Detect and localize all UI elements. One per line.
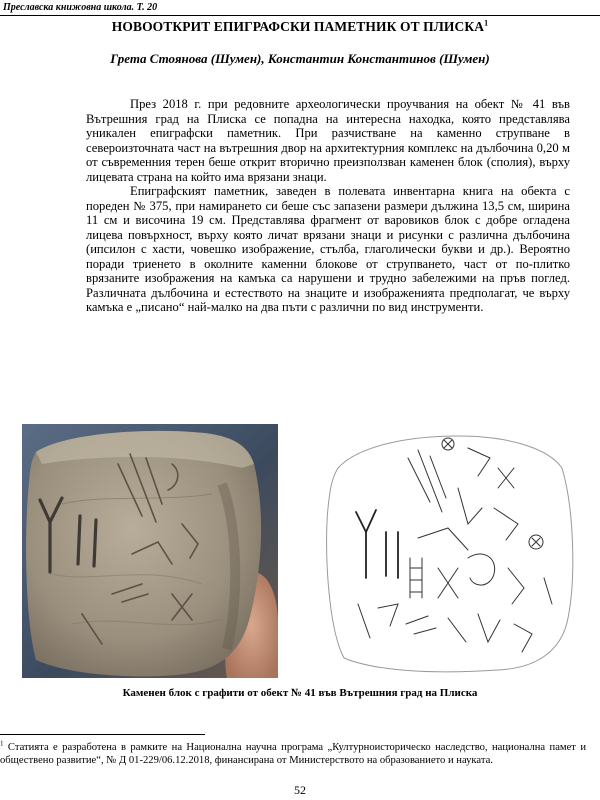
footnote [0, 741, 586, 767]
page-number: 52 [294, 783, 306, 797]
header-rule [0, 15, 600, 16]
graffiti-drawing [318, 428, 582, 674]
title-footnote-mark[interactable]: 1 [484, 18, 489, 28]
footnote-mark: 1 [0, 739, 4, 748]
article-body [86, 97, 570, 315]
paragraph-1: През 2018 г. при редовните археологически проучвания на обект № 41 във Вътрешния град на Плиска се попадна на интересна находка, която представлява уникален епиграфски паметник. При разчистване на каменно струпване в североизточната част на вътрешния двор на архитектурния комплекс на дълбочина 0,20 м от съвременния терен беше открит вторично преизползван каменен блок (сполия), върху лицевата страна на който има врязани знаци. [86, 97, 570, 184]
article-title-text: НОВООТКРИТ ЕПИГРАФСКИ ПАМЕТНИК ОТ ПЛИСКА [111, 19, 485, 34]
article-title [0, 19, 600, 35]
footnote-text: Статията е разработена в рамките на Национална научна програма „Културноисторическо наследство, национална памет и обществено развитие“, № Д 01-229/06.12.2018, финансирана от Министерството на образованието и науката. [0, 742, 586, 766]
footnote-rule [0, 734, 205, 735]
figure-caption: Каменен блок с графити от обект № 41 във Вътрешния град на Плиска [122, 687, 478, 699]
running-header: Преславска книжовна школа. Т. 20 [3, 2, 158, 13]
article-authors: Грета Стоянова (Шумен), Константин Константинов (Шумен) [110, 51, 490, 66]
stone-photo [22, 424, 278, 678]
paragraph-2: Епиграфският паметник, заведен в полевата инвентарна книга на обекта с пореден № 375, при намирането си беше със запазени размери дължина 13,5 см, ширина 11 см и височина 19 см. Представлява фрагмент от варовиков блок с добре огладена лицева повърхност, върху която личат врязани знаци и рисунки с различна дълбочина (ипсилон с хасти, човешко изображение, стълба, глаголически букви и др.). Вероятно поради триенето в околните каменни блокове от струпването, част от по-плитко врязаните изображения на камъка са нарушени и трудно забележими на пръв поглед. Различната дълбочина и естеството на знаците и изображенията предполагат, че върху камъка е „писано“ най-малко на два пъти с различни по вид инструменти. [86, 184, 570, 314]
